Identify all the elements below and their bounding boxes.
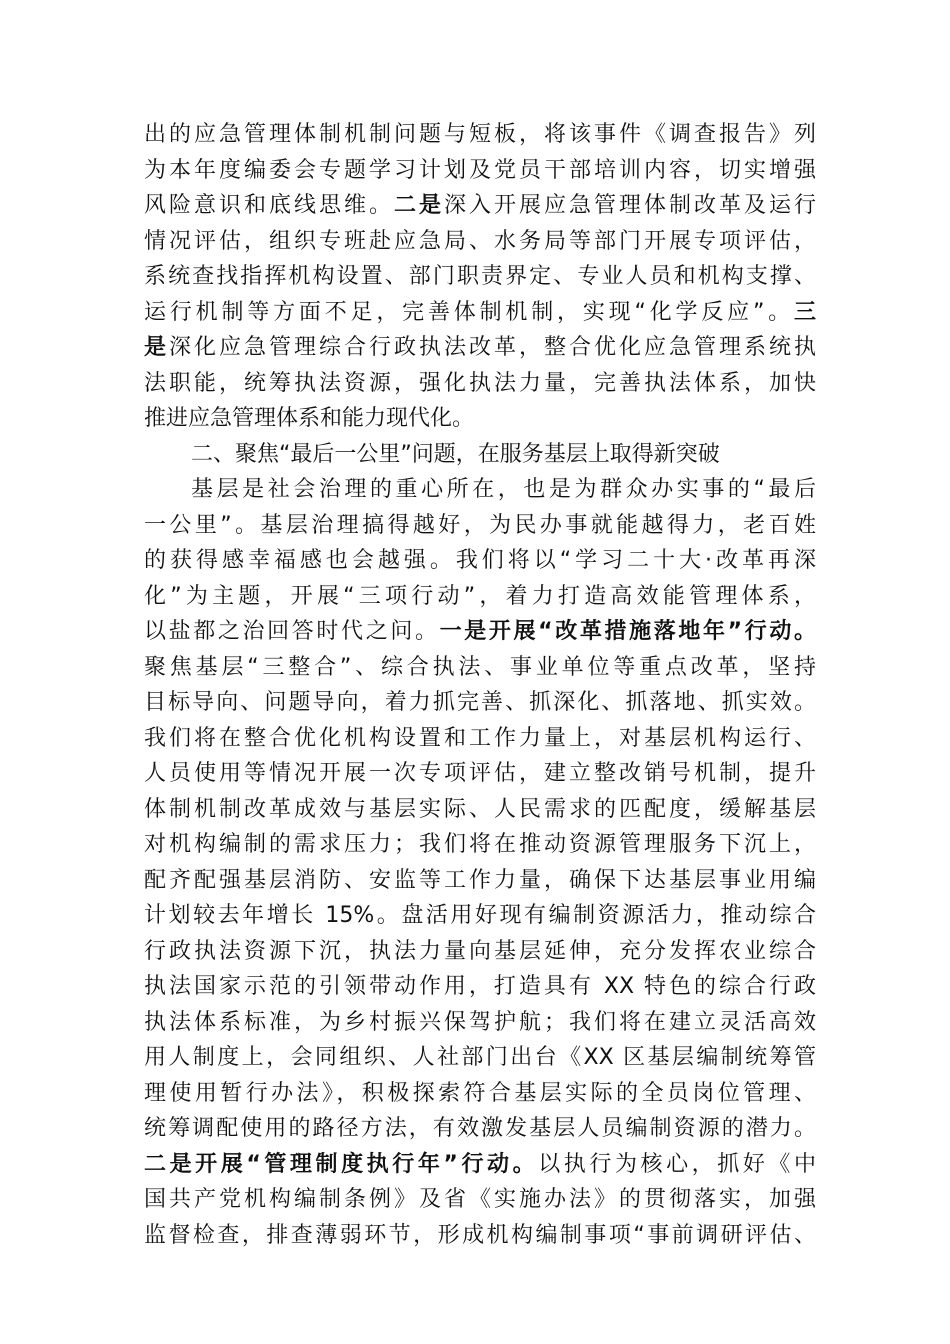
text-run: 二、聚焦“最后一公里”问题，在服务基层上取得新突破 <box>191 441 720 467</box>
text-line <box>144 898 816 934</box>
text-run: 运行机制等方面不足，完善体制机制，实现“化学反应”。 <box>144 299 794 325</box>
text-line <box>144 543 816 579</box>
text-line <box>144 508 816 544</box>
bold-text: 一是开展“改革措施落地年”行动。 <box>439 619 816 644</box>
text-line <box>144 863 816 899</box>
text-line <box>144 472 816 508</box>
text-run: 风险意识和底线思维。 <box>144 193 394 218</box>
text-run: 体制机制改革成效与基层实际、人民需求的匹配度，缓解基层 <box>144 796 816 822</box>
text-line <box>144 1218 816 1254</box>
text-line <box>144 295 816 331</box>
text-line <box>144 153 816 189</box>
text-run: 一公里”。基层治理搞得越好，为民办事就能越得力，老百姓 <box>144 512 816 538</box>
text-run: 为本年度编委会专题学习计划及党员干部培训内容，切实增强 <box>144 157 816 183</box>
text-line <box>144 934 816 970</box>
bold-text: 是 <box>144 335 169 360</box>
text-run: 出的应急管理体制机制问题与短板，将该事件《调查报告》列 <box>144 122 816 147</box>
text-run: 国共产党机构编制条例》及省《实施办法》的贯彻落实，加强 <box>144 1187 816 1212</box>
text-line <box>144 579 816 615</box>
text-line <box>144 827 816 863</box>
text-run: 用人制度上，会同组织、人社部门出台《XX 区基层编制统筹管 <box>144 1045 816 1070</box>
text-run: 深入开展应急管理体制改革及运行 <box>443 193 816 218</box>
text-run: 法职能，统筹执法资源，强化执法力量，完善执法体系，加快 <box>144 370 816 396</box>
text-run: 统筹调配使用的路径方法，有效激发基层人员编制资源的潜力。 <box>144 1116 816 1141</box>
text-run: 目标导向、问题导向，着力抓完善、抓深化、抓落地、抓实效。 <box>144 690 816 715</box>
bold-text: 二是开展“管理制度执行年”行动。 <box>144 1151 539 1177</box>
text-line <box>144 117 816 153</box>
text-line <box>144 721 816 757</box>
text-run: 执法国家示范的引领带动作用，打造具有 XX 特色的综合行政 <box>144 974 816 999</box>
text-run: 基层是社会治理的重心所在，也是为群众办实事的“最后 <box>191 477 816 502</box>
text-line <box>144 330 816 366</box>
text-line <box>144 792 816 828</box>
text-run: 推进应急管理体系和能力现代化。 <box>144 406 475 431</box>
text-run: 以盐都之治回答时代之问。 <box>144 619 440 644</box>
bold-text: 三 <box>793 299 816 325</box>
bold-text: 二是 <box>393 193 444 218</box>
text-run: 系统查找指挥机构设置、部门职责界定、专业人员和机构支撑、 <box>144 264 816 289</box>
text-line <box>144 259 816 295</box>
text-line <box>144 650 816 686</box>
document-body <box>144 117 816 1253</box>
text-line <box>144 437 816 473</box>
text-line <box>144 188 816 224</box>
text-line <box>144 614 816 650</box>
text-run: 聚焦基层“三整合”、综合执法、事业单位等重点改革，坚持 <box>144 654 816 680</box>
text-run: 人员使用等情况开展一次专项评估，建立整改销号机制，提升 <box>144 761 816 786</box>
text-run: 行政执法资源下沉，执法力量向基层延伸，充分发挥农业综合 <box>144 938 816 964</box>
text-run: 以执行为核心，抓好《中 <box>538 1151 816 1177</box>
text-run: 理使用暂行办法》，积极探索符合基层实际的全员岗位管理、 <box>144 1080 816 1106</box>
text-line <box>144 685 816 721</box>
text-run: 情况评估，组织专班赴应急局、水务局等部门开展专项评估， <box>144 228 816 254</box>
text-run: 计划较去年增长 15%。盘活用好现有编制资源活力，推动综合 <box>144 903 816 928</box>
text-line <box>144 756 816 792</box>
text-line <box>144 969 816 1005</box>
text-line <box>144 1111 816 1147</box>
text-run: 深化应急管理综合行政执法改革，整合优化应急管理系统执 <box>169 335 816 360</box>
text-run: 化”为主题，开展“三项行动”，着力打造高效能管理体系， <box>144 583 816 609</box>
text-line <box>144 1005 816 1041</box>
text-line <box>144 1040 816 1076</box>
text-run: 监督检查，排查薄弱环节，形成机构编制事项“事前调研评估、 <box>144 1222 816 1248</box>
text-run: 对机构编制的需求压力；我们将在推动资源管理服务下沉上， <box>144 832 816 857</box>
text-run: 我们将在整合优化机构设置和工作力量上，对基层机构运行、 <box>144 725 816 751</box>
text-line <box>144 1182 816 1218</box>
text-line <box>144 366 816 402</box>
text-line <box>144 1076 816 1112</box>
text-line <box>144 401 816 437</box>
text-run: 的获得感幸福感也会越强。我们将以“学习二十大·改革再深 <box>144 548 816 573</box>
text-run: 执法体系标准，为乡村振兴保驾护航；我们将在建立灵活高效 <box>144 1009 816 1035</box>
text-line <box>144 1147 816 1183</box>
text-line <box>144 224 816 260</box>
text-run: 配齐配强基层消防、安监等工作力量，确保下达基层事业用编 <box>144 867 816 893</box>
